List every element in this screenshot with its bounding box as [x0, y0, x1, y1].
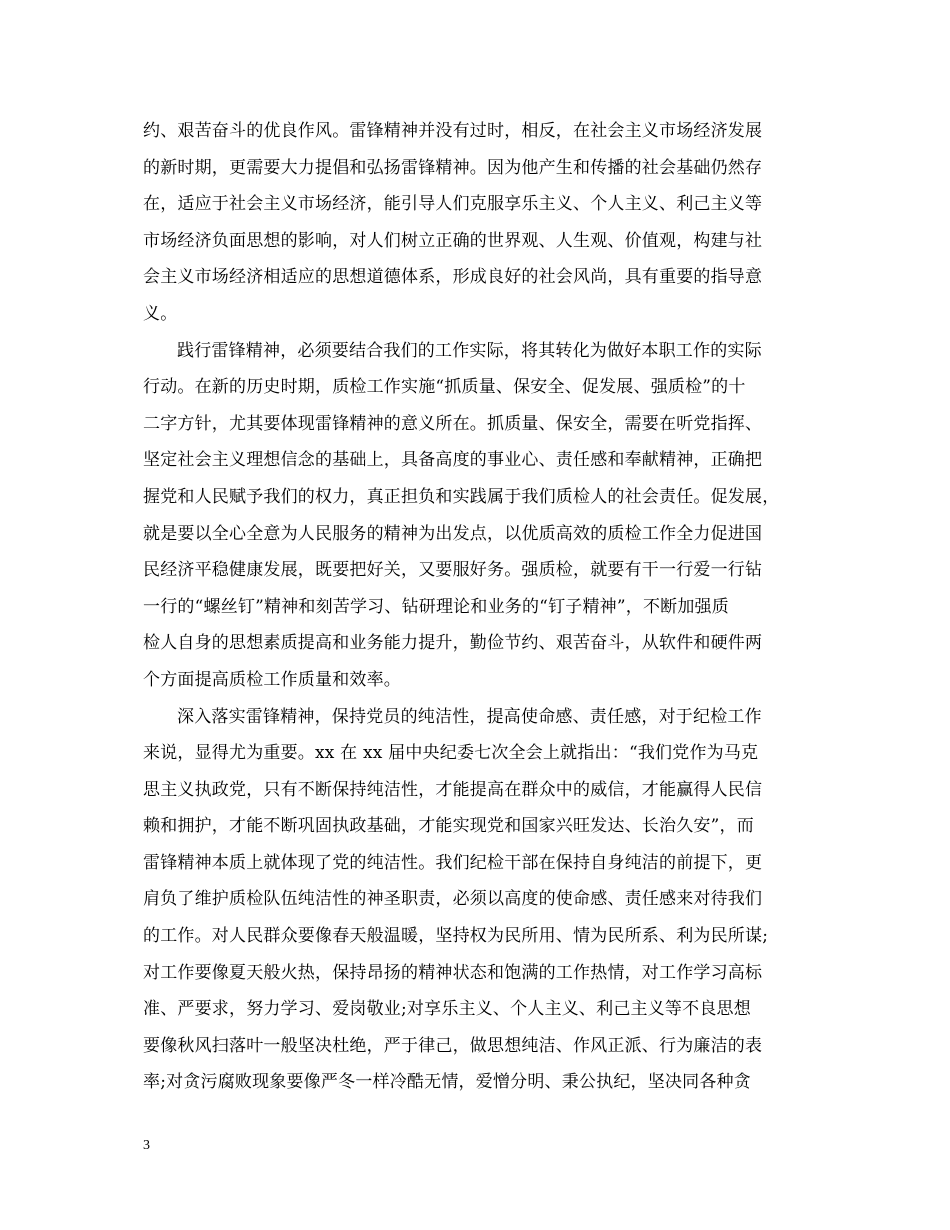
text-line: 二字方针，尤其要体现雷锋精神的意义所在。抓质量、保安全，需要在听党指挥、	[143, 413, 763, 434]
text-line: 对工作要像夏天般火热，保持昂扬的精神状态和饱满的工作热情，对工作学习高标	[143, 962, 763, 983]
text-line: 个方面提高质检工作质量和效率。	[143, 669, 401, 690]
text-line: 行动。在新的历史时期，质检工作实施“抓质量、保安全、促发展、强质检”的十	[143, 377, 746, 398]
paragraph	[143, 699, 833, 1102]
text-line: 会主义市场经济相适应的思想道德体系，形成良好的社会风尚，具有重要的指导意	[143, 267, 763, 288]
text-line: 坚定社会主义理想信念的基础上，具备高度的事业心、责任感和奉献精神，正确把	[143, 450, 763, 471]
text-line: 市场经济负面思想的影响，对人们树立正确的世界观、人生观、价值观，构建与社	[143, 230, 763, 251]
document-body	[143, 113, 833, 1101]
text-line: 要像秋风扫落叶一般坚决杜绝，严于律己，做思想纯洁、作风正派、行为廉洁的表	[143, 1035, 763, 1056]
text-line: 义。	[143, 303, 178, 324]
text-line: 深入落实雷锋精神，保持党员的纯洁性，提高使命感、责任感，对于纪检工作	[177, 706, 762, 727]
text-line: 在，适应于社会主义市场经济，能引导人们克服享乐主义、个人主义、利己主义等	[143, 194, 763, 215]
paragraph	[143, 333, 833, 699]
text-line: 握党和人民赋予我们的权力，真正担负和实践属于我们质检人的社会责任。促发展，	[143, 486, 780, 507]
text-line: 来说，显得尤为重要。xx 在 xx 届中央纪委七次全会上就指出：“我们党作为马克	[143, 743, 759, 764]
paragraph	[143, 113, 833, 333]
text-line: 准、严要求，努力学习、爱岗敬业;对享乐主义、个人主义、利己主义等不良思想	[143, 999, 751, 1020]
text-line: 民经济平稳健康发展，既要把好关，又要服好务。强质检，就要有干一行爱一行钻	[143, 560, 763, 581]
text-line: 肩负了维护质检队伍纯洁性的神圣职责，必须以高度的使命感、责任感来对待我们	[143, 889, 763, 910]
text-line: 就是要以全心全意为人民服务的精神为出发点，以优质高效的质检工作全力促进国	[143, 523, 763, 544]
text-line: 一行的“螺丝钉”精神和刻苦学习、钻研理论和业务的“钉子精神”，不断加强质	[143, 596, 729, 617]
text-line: 约、艰苦奋斗的优良作风。雷锋精神并没有过时，相反，在社会主义市场经济发展	[143, 121, 763, 141]
text-line: 践行雷锋精神，必须要结合我们的工作实际，将其转化为做好本职工作的实际	[177, 340, 762, 361]
text-line: 思主义执政党，只有不断保持纯洁性，才能提高在群众中的威信，才能赢得人民信	[143, 779, 763, 800]
text-line: 赖和拥护，才能不断巩固执政基础，才能实现党和国家兴旺发达、长治久安”，而	[143, 816, 754, 837]
text-line: 检人自身的思想素质提高和业务能力提升，勤俭节约、艰苦奋斗，从软件和硬件两	[143, 633, 763, 654]
page-number: 3	[143, 1138, 150, 1153]
text-line: 的新时期，更需要大力提倡和弘扬雷锋精神。因为他产生和传播的社会基础仍然存	[143, 157, 763, 178]
text-line: 雷锋精神本质上就体现了党的纯洁性。我们纪检干部在保持自身纯洁的前提下，更	[143, 852, 763, 873]
text-line: 率;对贪污腐败现象要像严冬一样冷酷无情，爱憎分明、秉公执纪，坚决同各种贪	[143, 1072, 751, 1093]
text-line: 的工作。对人民群众要像春天般温暖，坚持权为民所用、情为民所系、利为民所谋;	[143, 926, 769, 947]
